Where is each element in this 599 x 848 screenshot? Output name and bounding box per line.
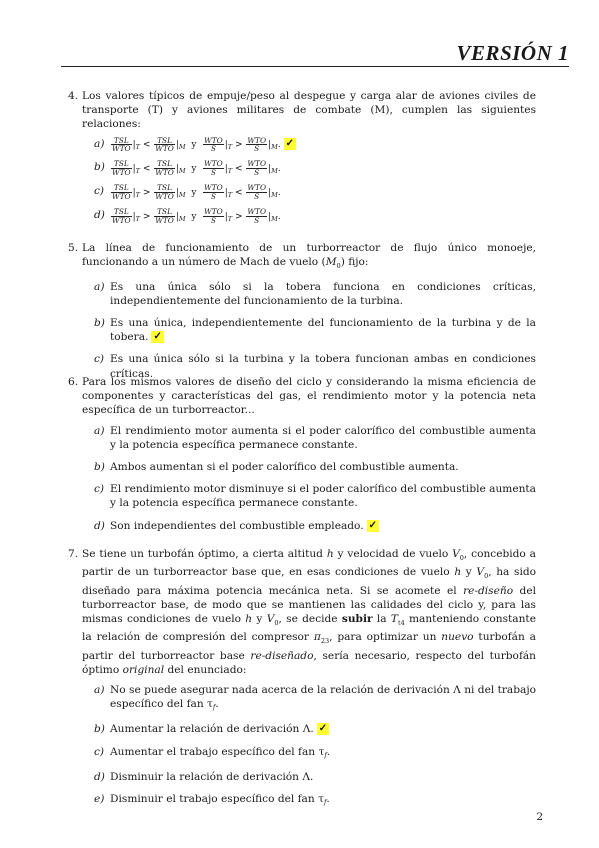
option-label: c) — [94, 745, 105, 758]
question-number: 7. — [68, 548, 79, 560]
conjunction: y — [191, 211, 197, 222]
pressure-ratio-symbol: π — [313, 631, 321, 644]
option-text: Es una única sólo si la turbina y la tobera funcionan ambas en condiciones críticas. — [110, 353, 536, 380]
option-label: a) — [94, 137, 105, 150]
option-item — [94, 208, 536, 226]
bold-text: subir — [341, 613, 373, 626]
fraction-denominator: S — [254, 191, 260, 201]
option-item — [94, 519, 536, 533]
fraction — [111, 208, 132, 224]
subscript-label: T — [227, 214, 233, 223]
stem-text: Se tiene un turbofán óptimo, a cierta altitud — [82, 548, 327, 560]
relation-symbol: < — [142, 140, 151, 151]
stem-text: y — [461, 566, 477, 579]
correct-check-icon: ✓ — [368, 519, 378, 531]
fraction-numerator: TSL — [154, 208, 175, 217]
fraction — [111, 160, 132, 176]
inequality: $\frac{\text{TSL}}{\text{WTO}}$ $|_T$ > $\frac{\text{TSL}}{\text{WTO}}$ $|_M$ y $\frac{\text{WTO}}{S}$ $|_T$ > $\frac{\text{WTO}}{S}$ $|_M$. — [112, 207, 281, 225]
option-subscript: f — [324, 750, 327, 759]
option-item — [94, 316, 536, 344]
option-label: d) — [94, 519, 105, 532]
subscript-label: M — [178, 214, 186, 223]
fraction-numerator: TSL — [111, 208, 132, 217]
fraction — [154, 184, 175, 200]
pressure-ratio-subscript: 23 — [320, 637, 330, 646]
fraction-denominator: S — [210, 215, 216, 225]
velocity-symbol: V — [266, 613, 275, 626]
altitude-symbol: h — [326, 548, 334, 560]
relation-symbol: < — [235, 164, 243, 174]
temperature-subscript: t4 — [397, 619, 405, 628]
stem-text: y velocidad de vuelo — [333, 548, 453, 560]
fraction-denominator: WTO — [112, 168, 131, 177]
stem-text: turbofán a partir del turborreactor base — [82, 631, 536, 662]
option-subscript: f — [212, 703, 216, 712]
fraction-numerator: WTO — [247, 135, 267, 145]
option-text: No se puede asegurar nada acerca de la relación de derivación Λ ni del trabajo específico del fan τ — [110, 684, 536, 711]
subscript-label: M — [178, 143, 186, 152]
fraction-denominator: WTO — [155, 215, 174, 225]
fraction-numerator: TSL — [154, 160, 175, 169]
question-stem: Para los mismos valores de diseño del ciclo y considerando la misma eficiencia de componentes y características del gas, el rendimiento motor y la potencia neta específica de un turborreactor... — [82, 376, 536, 417]
fraction-numerator: WTO — [204, 183, 223, 193]
question-stem — [82, 241, 536, 274]
option-item — [94, 184, 536, 202]
stem-text: La línea de funcionamiento de un turborreactor de flujo único monoeje, funcionando a un número de Mach de vuelo ( — [82, 242, 536, 269]
fraction-numerator: TSL — [154, 184, 175, 193]
velocity-subscript: 0 — [484, 572, 489, 581]
option-label: d) — [94, 770, 105, 783]
fraction-denominator: S — [210, 168, 216, 177]
mach-subscript: 0 — [336, 262, 341, 271]
relation-symbol: > — [142, 187, 151, 198]
stem-text: , ha sido diseñado para máxima potencia mecánica neta. Si se acomete el — [82, 566, 536, 597]
fraction-numerator: TSL — [154, 137, 175, 146]
relation-symbol: < — [142, 164, 151, 174]
option-label: b) — [94, 723, 105, 736]
option-item — [94, 722, 536, 736]
fraction — [203, 137, 224, 153]
option-item — [94, 482, 536, 510]
option-label: c) — [94, 185, 105, 198]
fraction-denominator: WTO — [112, 144, 131, 154]
fraction-numerator: WTO — [247, 207, 267, 216]
question-7 — [68, 547, 536, 817]
correct-check-icon: ✓ — [318, 723, 328, 735]
option-label: b) — [94, 161, 105, 174]
options-list — [94, 280, 536, 381]
fraction-denominator: WTO — [155, 168, 174, 177]
question-stem — [82, 547, 536, 677]
fraction-numerator: WTO — [247, 159, 267, 169]
option-item — [94, 745, 536, 762]
stem-text: , concebido a partir de un turborreactor base que, en esas condiciones de vuelo — [82, 548, 536, 579]
relation-symbol: > — [142, 211, 151, 222]
stem-text: del turborreactor base, de modo que se mantienen las calidades del ciclo y, para las mismas condiciones de vuelo — [82, 584, 536, 626]
fraction — [111, 184, 132, 200]
stem-text: ) fijo: — [340, 256, 369, 269]
option-label: a) — [94, 280, 105, 293]
fraction-denominator: S — [254, 144, 260, 154]
fraction-numerator: TSL — [111, 137, 132, 146]
fraction-denominator: S — [254, 168, 260, 177]
fraction-numerator: WTO — [204, 159, 223, 169]
option-text: El rendimiento motor disminuye si el poder calorífico del combustible aumenta y la potencia específica permanece constante. — [110, 483, 536, 510]
relation-symbol: > — [235, 211, 243, 222]
fraction — [203, 160, 224, 176]
fraction-denominator: WTO — [155, 144, 174, 154]
page-number: 2 — [536, 811, 543, 823]
mach-symbol: M — [325, 256, 337, 269]
fraction-denominator: S — [210, 191, 216, 201]
stem-text: , para optimizar un — [329, 631, 442, 644]
options-list — [94, 683, 536, 809]
fraction-denominator: S — [254, 215, 260, 225]
stem-text: , sería necesario, respecto del turbofán óptimo — [82, 649, 536, 676]
option-item — [94, 770, 536, 784]
option-item — [94, 137, 536, 155]
option-label: b) — [94, 461, 105, 474]
fraction-numerator: TSL — [111, 184, 132, 193]
option-item — [94, 792, 536, 809]
fraction — [246, 208, 267, 224]
correct-check-icon: ✓ — [153, 331, 162, 343]
question-stem: Los valores típicos de empuje/peso al despegue y carga alar de aviones civiles de transporte (T) y aviones militares de combate (M), cumplen las siguientes relaciones: — [82, 90, 536, 131]
relation-symbol: < — [235, 187, 243, 198]
subscript-label: M — [178, 190, 186, 199]
emphasis-text: re-diseño — [463, 584, 514, 597]
option-text-tail: . — [215, 698, 219, 711]
fraction-denominator: WTO — [112, 215, 131, 225]
option-label: d) — [94, 209, 105, 221]
emphasis-text: re-diseñado — [250, 649, 314, 662]
option-label: a) — [94, 424, 105, 437]
subscript-label: M — [271, 143, 278, 152]
option-subscript: f — [323, 798, 327, 807]
option-text: Es una única, independientemente del funcionamiento de la turbina y de la tobera. — [110, 316, 536, 344]
fraction-numerator: WTO — [204, 135, 223, 145]
stem-text: y — [252, 613, 267, 626]
altitude-symbol: h — [454, 566, 462, 579]
subscript-label: M — [271, 167, 278, 175]
fraction — [111, 137, 132, 153]
option-text-tail: . — [326, 793, 330, 806]
subscript-label: T — [135, 214, 140, 223]
stem-text: la — [372, 613, 391, 626]
velocity-subscript: 0 — [274, 619, 279, 628]
velocity-symbol: V — [476, 566, 485, 579]
velocity-symbol: V — [452, 548, 460, 560]
option-text: Son independientes del combustible empleado. — [110, 519, 364, 532]
option-text: Aumentar la relación de derivación Λ. — [110, 723, 314, 736]
option-item — [94, 160, 536, 178]
header-divider — [61, 66, 569, 67]
conjunction: y — [191, 187, 197, 198]
options-list — [94, 137, 536, 226]
question-6 — [68, 375, 536, 541]
option-text: Disminuir la relación de derivación Λ. — [110, 770, 314, 783]
fraction — [246, 137, 267, 153]
subscript-label: T — [227, 167, 233, 175]
subscript-label: T — [135, 190, 140, 199]
fraction — [246, 160, 267, 176]
option-item — [94, 424, 536, 452]
options-list — [94, 424, 536, 533]
question-number: 6. — [68, 376, 79, 388]
inequality: $\frac{\text{TSL}}{\text{WTO}}$ $|_T$ < $\frac{\text{TSL}}{\text{WTO}}$ $|_M$ y $\frac{\text{WTO}}{S}$ $|_T$ < $\frac{\text{WTO}}{S}$ $|_M$. — [112, 159, 281, 177]
subscript-label: M — [271, 190, 278, 199]
option-text: Ambos aumentan si el poder calorífico del combustible aumenta. — [110, 461, 459, 474]
subscript-label: T — [227, 143, 233, 152]
option-text: El rendimiento motor aumenta si el poder calorífico del combustible aumenta y la potencia específica permanece constante. — [110, 424, 536, 451]
fraction — [203, 208, 224, 224]
emphasis-text: nuevo — [441, 631, 474, 644]
fraction — [246, 184, 267, 200]
inequality: $\frac{\text{TSL}}{\text{WTO}}$ $|_T$ < $\frac{\text{TSL}}{\text{WTO}}$ $|_M$ y $\frac{\text{WTO}}{S}$ $|_T$ > $\frac{\text{WTO}}{S}$ $|_M$. — [112, 135, 281, 154]
stem-text: del enunciado: — [164, 663, 247, 676]
subscript-label: M — [271, 214, 278, 223]
fraction-denominator: WTO — [155, 191, 174, 201]
question-number: 4. — [68, 90, 79, 102]
correct-check-icon: ✓ — [285, 138, 294, 150]
subscript-label: T — [135, 167, 140, 175]
option-text: Es una única sólo si la tobera funciona en condiciones críticas, independientemente del funcionamiento de la turbina. — [110, 280, 536, 307]
subscript-label: T — [227, 190, 233, 199]
fraction-denominator: S — [210, 144, 216, 154]
option-label: e) — [94, 793, 105, 806]
temperature-symbol: T — [390, 613, 398, 626]
option-text: Aumentar el trabajo específico del fan τ — [110, 745, 325, 758]
conjunction: y — [191, 140, 197, 151]
subscript-label: T — [135, 143, 140, 152]
conjunction: y — [191, 164, 197, 174]
inequality: $\frac{\text{TSL}}{\text{WTO}}$ $|_T$ > $\frac{\text{TSL}}{\text{WTO}}$ $|_M$ y $\frac{\text{WTO}}{S}$ $|_T$ < $\frac{\text{WTO}}{S}$ $|_M$. — [112, 183, 281, 201]
fraction — [154, 137, 175, 153]
option-item — [94, 683, 536, 714]
fraction-numerator: TSL — [111, 160, 132, 169]
fraction — [154, 208, 175, 224]
subscript-label: M — [178, 167, 186, 175]
option-item — [94, 460, 536, 474]
fraction-denominator: WTO — [112, 191, 131, 201]
question-4 — [68, 89, 536, 232]
altitude-symbol: h — [245, 613, 253, 626]
stem-text: manteniendo constante la relación de compresión del compresor — [82, 613, 536, 644]
option-label: c) — [94, 483, 105, 496]
velocity-subscript: 0 — [459, 554, 464, 563]
relation-symbol: > — [235, 140, 243, 151]
fraction-numerator: WTO — [247, 183, 267, 193]
option-item — [94, 280, 536, 308]
option-text-tail: . — [326, 745, 331, 758]
option-label: b) — [94, 316, 105, 329]
option-text: Disminuir el trabajo específico del fan τ — [110, 793, 324, 806]
emphasis-text: original — [122, 663, 165, 676]
question-5 — [68, 241, 536, 389]
version-title: VERSIÓN 1 — [456, 41, 569, 65]
question-number: 5. — [68, 242, 79, 254]
option-label: a) — [94, 684, 105, 697]
fraction — [203, 184, 224, 200]
option-label: c) — [94, 353, 105, 366]
fraction — [154, 160, 175, 176]
stem-text: , se decide — [278, 613, 342, 626]
fraction-numerator: WTO — [204, 207, 223, 216]
